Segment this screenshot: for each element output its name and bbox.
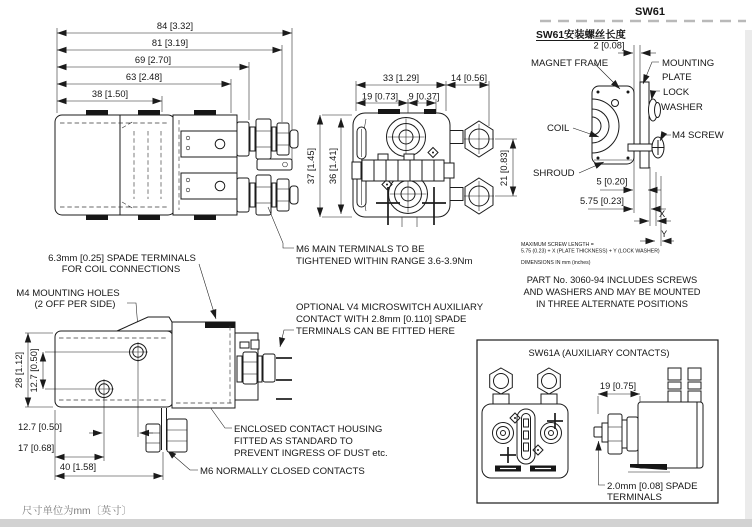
note-enclosed-3: PREVENT INGRESS OF DUST etc.	[234, 448, 388, 459]
bottom-edge-shade	[0, 519, 752, 527]
drawing-title: SW61	[635, 6, 665, 18]
aux-spade-edge	[630, 464, 667, 470]
m6-terminal-stack-bottom	[237, 175, 298, 215]
dim-9: 9 [0.37]	[408, 91, 440, 102]
cn-screw-length-note: SW61安装螺丝长度	[536, 30, 626, 41]
dim-63: 63 [2.48]	[125, 72, 163, 82]
note-spade-coil-2: FOR COIL CONNECTIONS	[61, 264, 181, 275]
aux-contacts-box	[477, 340, 718, 503]
label-magnet-frame: MAGNET FRAME	[531, 58, 609, 69]
label-coil: COIL	[547, 123, 570, 134]
hex-stud-top	[464, 121, 494, 157]
note-part-2: AND WASHERS AND MAY BE MOUNTED	[523, 287, 701, 297]
dim-28: 28 [1.12]	[14, 351, 24, 389]
dim-gap-2: 2 [0.08]	[593, 40, 625, 51]
aux-front-view	[482, 368, 568, 478]
label-shroud: SHROUD	[533, 168, 575, 179]
note-microswitch-1: OPTIONAL V4 MICROSWITCH AUXILIARY	[296, 302, 484, 313]
dim-40: 40 [1.58]	[59, 462, 97, 472]
note-m6-main-2: TIGHTENED WITHIN RANGE 3.6-3.9Nm	[296, 256, 473, 267]
note-m4-holes-1: M4 MOUNTING HOLES	[16, 288, 120, 299]
dim-17: 17 [0.68]	[18, 443, 55, 453]
dim-36: 36 [1.41]	[328, 147, 338, 185]
note-m6-main-1: M6 MAIN TERMINALS TO BE	[296, 244, 425, 255]
label-mounting: MOUNTING	[662, 58, 715, 69]
note-microswitch-3: TERMINALS CAN BE FITTED HERE	[296, 326, 455, 337]
aux-spade-note-2: TERMINALS	[607, 492, 662, 503]
note-part-1: PART No. 3060-94 INCLUDES SCREWS	[526, 275, 698, 285]
label-plate: PLATE	[662, 72, 692, 83]
dim-37: 37 [1.45]	[306, 147, 316, 185]
mounting-detail-view	[521, 6, 746, 309]
label-m4-screw: M4 SCREW	[672, 130, 724, 141]
dim-14: 14 [0.56]	[450, 73, 488, 83]
dim-84: 84 [3.32]	[156, 21, 194, 31]
note-enclosed-1: ENCLOSED CONTACT HOUSING	[234, 424, 383, 435]
note-enclosed-2: FITTED AS STANDARD TO	[234, 436, 353, 447]
side-view-top	[55, 21, 298, 220]
hex-stud-bottom	[464, 178, 494, 214]
dim-38: 38 [1.50]	[91, 89, 129, 99]
nc-contact-stud	[146, 408, 187, 452]
dim-19: 19 [0.73]	[361, 91, 399, 102]
aux-side-view	[594, 368, 703, 503]
note-m4-holes-2: (2 OFF PER SIDE)	[34, 299, 116, 310]
dim-33: 33 [1.29]	[382, 73, 420, 83]
note-max-screw-2: 5.75 (0.23) + X (PLATE THICKNESS) + Y (LOCK WASHER)	[521, 248, 660, 255]
note-m6-nc: M6 NORMALLY CLOSED CONTACTS	[200, 466, 365, 477]
dim-21: 21 [0.83]	[499, 149, 509, 187]
coil-spade-terminal	[257, 159, 292, 170]
note-spade-coil-1: 6.3mm [0.25] SPADE TERMINALS	[48, 253, 196, 264]
m6-terminal-stack-top	[237, 119, 298, 159]
note-part-3: IN THREE ALTERNATE POSITIONS	[536, 299, 688, 309]
note-microswitch-2: CONTACT WITH 2.8mm [0.110] SPADE	[296, 314, 467, 325]
dim-575: 5.75 [0.23]	[580, 196, 624, 206]
dim-127-vertical: 12.7 [0.50]	[29, 348, 39, 393]
coil-spade-edge	[205, 322, 235, 329]
aux-spade-note-1: 2.0mm [0.08] SPADE	[607, 481, 698, 492]
label-washer: WASHER	[661, 102, 703, 113]
dim-69: 69 [2.70]	[134, 55, 172, 65]
dim-81: 81 [3.19]	[151, 38, 189, 48]
cn-unit-note: 尺寸单位为mm〔英寸〕	[22, 506, 132, 517]
aux-title: SW61A (AUXILIARY CONTACTS)	[528, 348, 670, 358]
label-lock: LOCK	[663, 87, 690, 98]
dim-x: X	[659, 209, 666, 219]
note-max-screw-1: MAXIMUM SCREW LENGTH =	[521, 242, 594, 248]
mounting-plate-shape	[640, 82, 649, 168]
dim-5: 5 [0.20]	[596, 176, 628, 187]
note-dimensions: DIMENSIONS IN mm (inches)	[521, 260, 591, 266]
right-edge-shade	[745, 30, 752, 519]
front-view	[306, 73, 517, 227]
dim-y: Y	[661, 229, 668, 239]
aux-dim-19: 19 [0.75]	[599, 381, 637, 391]
dim-127-horizontal: 12.7 [0.50]	[18, 422, 62, 432]
